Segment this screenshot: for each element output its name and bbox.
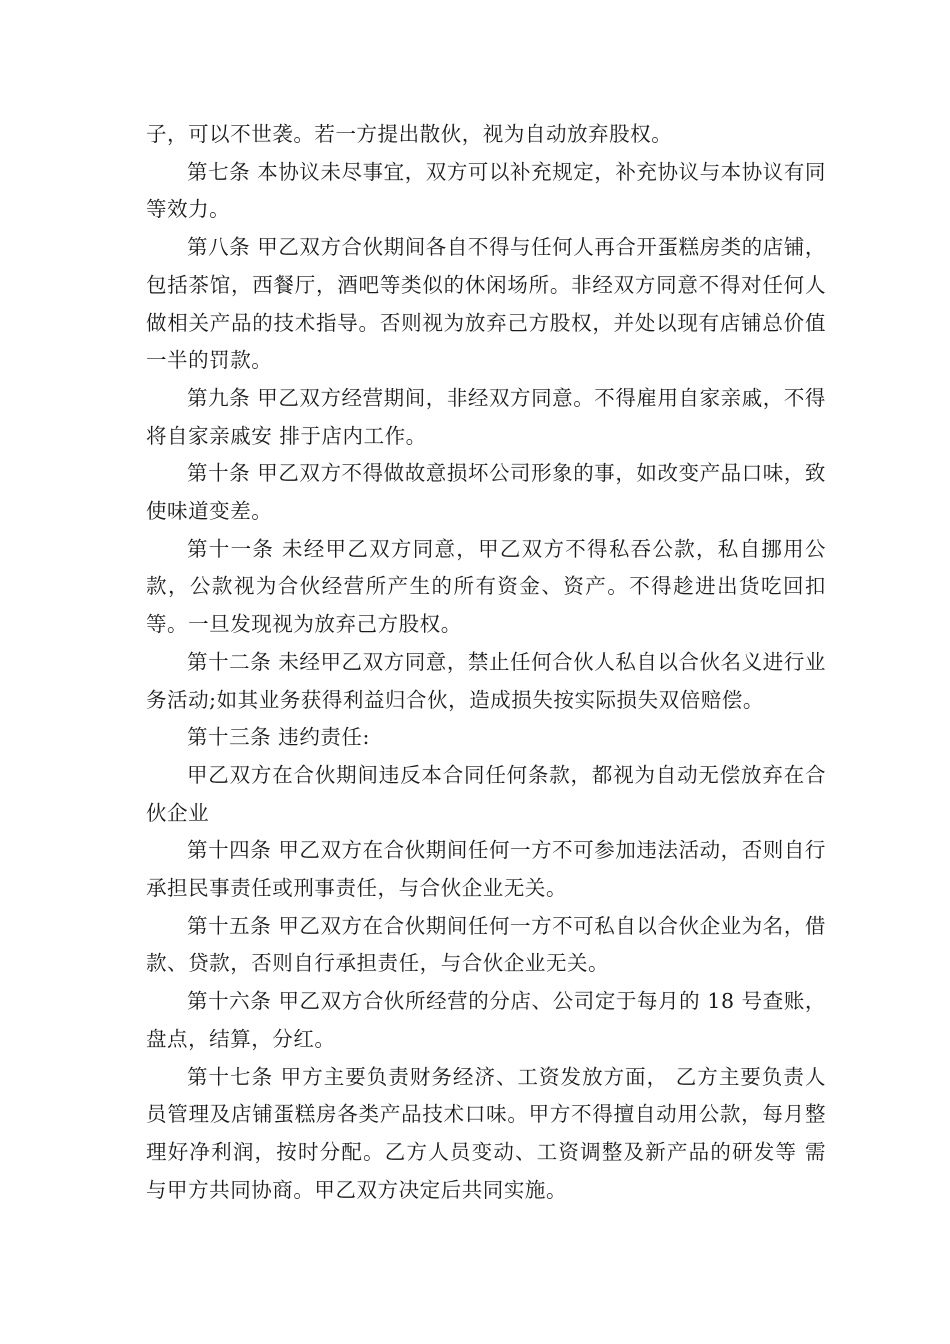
- paragraph-article-10: 第十条 甲乙双方不得做故意损坏公司形象的事，如改变产品口味，致使味道变差。: [146, 461, 826, 524]
- paragraph-article-17: 第十七条 甲方主要负责财务经济、工资发放方面， 乙方主要负责人员管理及店铺蛋糕房各类产品技术口味。甲方不得擅自动用公款，每月整理好净利润，按时分配。乙方人员变动、工资调整及新产品的研发等 需与甲方共同协商。甲乙双方决定后共同实施。: [146, 1064, 826, 1202]
- document-body: [146, 116, 826, 1209]
- paragraph-article-13-body: 甲乙双方在合伙期间违反本合同任何条款，都视为自动无偿放弃在合伙企业: [146, 762, 826, 825]
- paragraph-article-7: 第七条 本协议未尽事宜，双方可以补充规定，补充协议与本协议有同等效力。: [146, 159, 826, 222]
- paragraph-article-12: 第十二条 未经甲乙双方同意，禁止任何合伙人私自以合伙名义进行业务活动;如其业务获得利益归合伙，造成损失按实际损失双倍赔偿。: [146, 649, 826, 712]
- paragraph-continuation: 子，可以不世袭。若一方提出散伙，视为自动放弃股权。: [146, 122, 673, 146]
- paragraph-article-8: 第八条 甲乙双方合伙期间各自不得与任何人再合开蛋糕房类的店铺，包括茶馆，西餐厅，酒吧等类似的休闲场所。非经双方同意不得对任何人做相关产品的技术指导。否则视为放弃己方股权，并处以现有店铺总价值一半的罚款。: [146, 235, 826, 373]
- paragraph-article-14: 第十四条 甲乙双方在合伙期间任何一方不可参加违法活动，否则自行承担民事责任或刑事责任，与合伙企业无关。: [146, 838, 826, 901]
- paragraph-article-13-heading: 第十三条 违约责任:: [187, 725, 370, 750]
- paragraph-article-16: 第十六条 甲乙双方合伙所经营的分店、公司定于每月的 18 号查账，盘点，结算，分红。: [146, 989, 826, 1051]
- paragraph-article-11: 第十一条 未经甲乙双方同意，甲乙双方不得私吞公款，私自挪用公款，公款视为合伙经营所产生的所有资金、资产。不得趁进出货吃回扣等。一旦发现视为放弃己方股权。: [146, 536, 826, 637]
- paragraph-article-9: 第九条 甲乙双方经营期间，非经双方同意。不得雇用自家亲戚，不得将自家亲戚安 排于店内工作。: [146, 385, 826, 448]
- paragraph-article-15: 第十五条 甲乙双方在合伙期间任何一方不可私自以合伙企业为名，借款、贷款，否则自行承担责任，与合伙企业无关。: [146, 913, 826, 976]
